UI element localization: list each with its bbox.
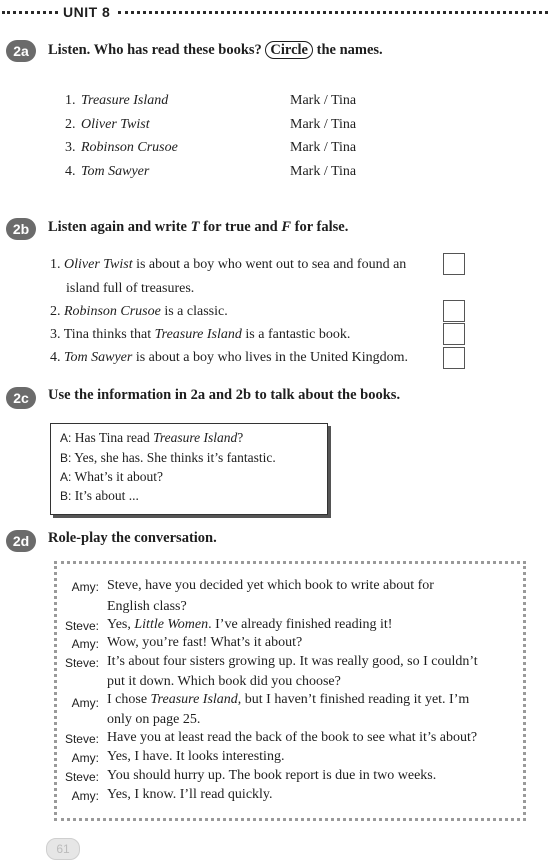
book-number: 1. <box>65 93 76 108</box>
speaker-label: Amy: <box>71 751 99 765</box>
conversation-line: Have you at least read the back of the book to see what it’s about? <box>107 730 478 745</box>
book-number: 4. <box>65 164 76 179</box>
book-title: Robinson Crusoe <box>81 140 178 155</box>
statement-1 <box>50 257 406 273</box>
conversation-line: only on page 25. <box>107 712 201 727</box>
book-title: Tom Sawyer <box>81 164 150 179</box>
answer-box-4[interactable] <box>443 347 465 369</box>
statement-number: 4. <box>50 350 61 365</box>
page-number: 61 <box>46 838 80 860</box>
book-item <box>65 93 385 113</box>
dialogue-line <box>60 488 139 504</box>
name-options[interactable]: Mark / Tina <box>290 164 357 179</box>
speaker-label: Steve: <box>64 732 99 746</box>
book-number: 3. <box>65 140 76 155</box>
dialogue-speaker: B: <box>60 451 72 465</box>
statement-text: is a fantastic book. <box>241 327 351 342</box>
speaker-label: Amy: <box>71 580 99 594</box>
instruction-2b-text-end: for false. <box>291 219 349 235</box>
statement-number: 2. <box>50 304 61 319</box>
name-options[interactable]: Mark / Tina <box>290 93 357 108</box>
instruction-2a <box>48 42 383 59</box>
speaker-label: Amy: <box>71 696 99 710</box>
statement-text: is a classic. <box>160 304 228 319</box>
conversation-line: You should hurry up. The book report is due in two weeks. <box>107 768 437 783</box>
dialogue-text: What’s it about? <box>74 469 163 484</box>
line-text-pre: I chose <box>107 692 151 707</box>
instruction-2b <box>48 219 348 236</box>
instruction-2a-text-end: the names. <box>316 42 383 58</box>
line-text: . I’ve already finished reading it! <box>208 617 393 632</box>
sample-dialogue-box <box>50 423 328 515</box>
dialogue-book: Treasure Island <box>153 430 238 445</box>
conversation-line: put it down. Which book did you choose? <box>107 674 341 689</box>
statement-1-cont: island full of treasures. <box>66 281 195 296</box>
conversation-line: Wow, you’re fast! What’s it about? <box>107 635 303 650</box>
dialogue-text: It’s about ... <box>74 488 139 503</box>
speaker-label: Amy: <box>71 789 99 803</box>
book-title: Treasure Island <box>81 93 169 108</box>
statement-book: Oliver Twist <box>64 257 133 272</box>
conversation-line: Yes, I know. I’ll read quickly. <box>107 787 273 802</box>
line-text: , but I haven’t finished reading it yet. I’m <box>237 692 470 707</box>
statement-book: Robinson Crusoe <box>64 304 161 319</box>
instruction-2b-f: F <box>281 219 292 235</box>
instruction-2c: Use the information in 2a and 2b to talk about the books. <box>48 387 401 403</box>
conversation-line: Steve, have you decided yet which book to write about for <box>107 578 434 593</box>
header-dots-right <box>118 11 548 14</box>
unit-title: UNIT 8 <box>63 4 111 20</box>
answer-box-1[interactable] <box>443 253 465 275</box>
badge-2b: 2b <box>6 218 36 240</box>
badge-2c: 2c <box>6 387 36 409</box>
dialogue-speaker: B: <box>60 489 72 503</box>
book-item <box>65 117 385 137</box>
conversation-line: English class? <box>107 599 187 614</box>
statement-book: Tom Sawyer <box>64 350 133 365</box>
dialogue-text: Has Tina read <box>74 430 154 445</box>
statement-4 <box>50 350 408 366</box>
answer-box-3[interactable] <box>443 323 465 345</box>
statement-text-pre: Tina thinks that <box>63 327 155 342</box>
badge-2a: 2a <box>6 40 36 62</box>
dialogue-line <box>60 450 276 466</box>
dialogue-line <box>60 469 163 485</box>
statement-number: 1. <box>50 257 61 272</box>
conversation-line <box>107 617 392 633</box>
book-item <box>65 164 385 184</box>
dialogue-text-end: ? <box>237 430 244 445</box>
speaker-label: Steve: <box>64 656 99 670</box>
speaker-label: Steve: <box>64 619 99 633</box>
answer-box-2[interactable] <box>443 300 465 322</box>
statement-2 <box>50 304 228 320</box>
line-book: Treasure Island <box>150 692 238 707</box>
book-number: 2. <box>65 117 76 132</box>
conversation-line: Yes, I have. It looks interesting. <box>107 749 285 764</box>
circle-word: Circle <box>265 41 313 59</box>
instruction-2d: Role-play the conversation. <box>48 530 217 546</box>
statement-3 <box>50 327 350 343</box>
name-options[interactable]: Mark / Tina <box>290 117 357 132</box>
statement-book: Treasure Island <box>154 327 242 342</box>
statement-text: is about a boy who went out to sea and found an <box>132 257 407 272</box>
unit-header <box>0 4 550 22</box>
conversation-line <box>107 692 469 708</box>
dialogue-speaker: A: <box>60 431 72 445</box>
dialogue-text: Yes, she has. She thinks it’s fantastic. <box>74 450 276 465</box>
statement-text: is about a boy who lives in the United Kingdom. <box>132 350 409 365</box>
conversation-box <box>54 561 526 821</box>
name-options[interactable]: Mark / Tina <box>290 140 357 155</box>
instruction-2b-text: Listen again and write <box>48 219 191 235</box>
instruction-2b-text-mid: for true and <box>199 219 282 235</box>
statement-number: 3. <box>50 327 61 342</box>
book-title: Oliver Twist <box>81 117 150 132</box>
dialogue-line <box>60 430 243 446</box>
header-dots-left <box>2 11 58 14</box>
speaker-label: Amy: <box>71 637 99 651</box>
line-text-pre: Yes, <box>107 617 135 632</box>
badge-2d: 2d <box>6 530 36 552</box>
instruction-2a-text: Listen. Who has read these books? <box>48 42 262 58</box>
instruction-2b-t: T <box>190 219 200 235</box>
dialogue-speaker: A: <box>60 470 72 484</box>
conversation-line: It’s about four sisters growing up. It was really good, so I couldn’t <box>107 654 478 669</box>
line-book: Little Women <box>134 617 209 632</box>
speaker-label: Steve: <box>64 770 99 784</box>
book-item <box>65 140 385 160</box>
